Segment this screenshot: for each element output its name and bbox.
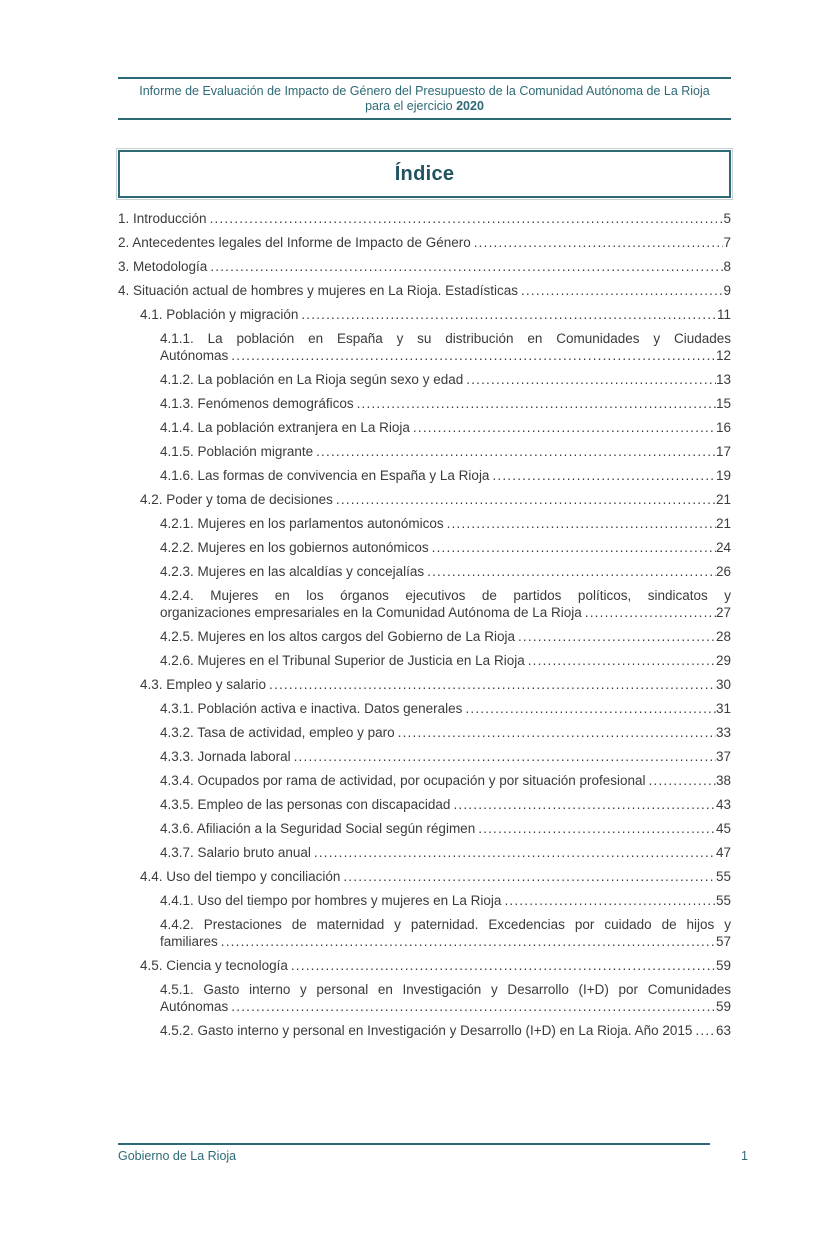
toc-page-number: 37 (715, 749, 731, 764)
toc-entry-text: 4.3.2. Tasa de actividad, empleo y paro (160, 725, 395, 740)
toc-leader-dots (210, 258, 723, 275)
footer-org-name: Gobierno de La Rioja (118, 1149, 237, 1163)
toc-entry (118, 491, 731, 508)
toc-entry-text: 4.1.6. Las formas de convivencia en España y La Rioja (160, 468, 490, 483)
toc-leader-dots (269, 676, 716, 693)
toc-page-number: 33 (715, 725, 731, 740)
toc-entry-text: 4.1. Población y migración (140, 307, 299, 322)
index-title-box (118, 150, 731, 198)
toc-entry (118, 772, 731, 789)
toc-entry (118, 957, 731, 974)
toc-entry (118, 700, 731, 717)
toc-entry (118, 563, 731, 580)
toc-entry-text: 4.2.5. Mujeres en los altos cargos del Gobierno de La Rioja (160, 629, 515, 644)
toc-entry (118, 844, 731, 861)
toc-page-number: 55 (715, 893, 731, 908)
document-footer (118, 1143, 748, 1163)
toc-entry (118, 443, 731, 460)
toc-leader-dots (585, 604, 716, 621)
toc-entry (118, 306, 731, 323)
toc-entry-text: 4.3. Empleo y salario (140, 677, 267, 692)
toc-page-number: 43 (715, 797, 731, 812)
toc-entry-text: 4.1.5. Población migrante (160, 444, 314, 459)
toc-leader-dots (521, 282, 724, 299)
header-year-prefix: para el ejercicio (365, 99, 457, 113)
toc-entry-text: 4.3.6. Afiliación a la Seguridad Social según régimen (160, 821, 476, 836)
toc-page-number: 47 (715, 845, 731, 860)
toc-leader-dots (301, 306, 717, 323)
toc-entry-text-line1: 4.4.2. Prestaciones de maternidad y paternidad. Excedencias por cuidado de hijos y (160, 917, 731, 932)
toc-entry-text: 4. Situación actual de hombres y mujeres en La Rioja. Estadísticas (118, 283, 518, 298)
toc-page-number: 28 (715, 629, 731, 644)
toc-page-number: 13 (715, 372, 731, 387)
toc-entry-text: 4.3.5. Empleo de las personas con discapacidad (160, 797, 451, 812)
toc-leader-dots (478, 820, 716, 837)
toc-entry (118, 628, 731, 645)
toc-entry-text: 4.2. Poder y toma de decisiones (140, 492, 333, 507)
toc-entry (118, 676, 731, 693)
toc-entry-text: 1. Introducción (118, 211, 207, 226)
toc-entry-text-line1: 4.5.1. Gasto interno y personal en Investigación y Desarrollo (I+D) por Comunidades (160, 982, 731, 997)
toc-page-number: 16 (715, 420, 731, 435)
toc-entry-text: 4.2.6. Mujeres en el Tribunal Superior de Justicia en La Rioja (160, 653, 525, 668)
toc-entry (118, 652, 731, 669)
toc-entry-text: 4.3.3. Jornada laboral (160, 749, 291, 764)
toc-leader-dots (427, 563, 716, 580)
toc-leader-dots (465, 700, 716, 717)
toc-page-number: 15 (715, 396, 731, 411)
toc-page-number: 63 (715, 1023, 731, 1038)
toc-page-number: 27 (715, 605, 731, 620)
toc-entry (118, 234, 731, 251)
toc-leader-dots (695, 1022, 716, 1039)
toc-entry-text: familiares (160, 934, 218, 949)
toc-entry-text: 4.2.2. Mujeres en los gobiernos autonómicos (160, 540, 429, 555)
toc-entry (118, 539, 731, 556)
toc-page-number: 59 (715, 999, 731, 1014)
toc-entry (118, 330, 731, 364)
toc-leader-dots (343, 868, 716, 885)
toc-page-number: 29 (715, 653, 731, 668)
toc-leader-dots (210, 210, 724, 227)
toc-entry-text: organizaciones empresariales en la Comunidad Autónoma de La Rioja (160, 605, 582, 620)
toc-leader-dots (649, 772, 716, 789)
toc-leader-dots (466, 371, 716, 388)
toc-entry (118, 587, 731, 621)
toc-page-number: 5 (723, 211, 731, 226)
footer-rule (118, 1143, 710, 1145)
toc-leader-dots (221, 933, 716, 950)
toc-page-number: 8 (723, 259, 731, 274)
table-of-contents (118, 210, 731, 1039)
toc-page-number: 21 (715, 492, 731, 507)
toc-page-number: 9 (723, 283, 731, 298)
header-title-line1: Informe de Evaluación de Impacto de Género del Presupuesto de la Comunidad Autónoma de La Rioja (139, 84, 710, 98)
toc-leader-dots (504, 892, 716, 909)
toc-entry-text: 4.4.1. Uso del tiempo por hombres y mujeres en La Rioja (160, 893, 502, 908)
toc-leader-dots (314, 844, 716, 861)
toc-leader-dots (231, 347, 716, 364)
toc-leader-dots (528, 652, 716, 669)
toc-page-number: 55 (715, 869, 731, 884)
toc-entry (118, 395, 731, 412)
toc-page-number: 19 (715, 468, 731, 483)
toc-leader-dots (316, 443, 716, 460)
toc-entry-text: 3. Metodología (118, 259, 208, 274)
toc-leader-dots (474, 234, 724, 251)
toc-page-number: 24 (715, 540, 731, 555)
toc-entry (118, 796, 731, 813)
toc-leader-dots (336, 491, 716, 508)
header-title-line2 (118, 99, 731, 114)
toc-leader-dots (231, 998, 716, 1015)
toc-entry (118, 515, 731, 532)
toc-entry (118, 371, 731, 388)
toc-page-number: 12 (715, 348, 731, 363)
toc-entry-text: 4.5. Ciencia y tecnología (140, 958, 288, 973)
toc-entry-text: 4.3.4. Ocupados por rama de actividad, por ocupación y por situación profesional (160, 773, 646, 788)
toc-entry-text: 4.3.1. Población activa e inactiva. Datos generales (160, 701, 463, 716)
toc-page-number: 7 (723, 235, 731, 250)
toc-entry-text: 4.2.1. Mujeres en los parlamentos autonómicos (160, 516, 444, 531)
toc-entry (118, 724, 731, 741)
toc-leader-dots (518, 628, 716, 645)
toc-leader-dots (447, 515, 716, 532)
toc-page-number: 11 (716, 307, 731, 322)
toc-page-number: 45 (715, 821, 731, 836)
toc-leader-dots (294, 748, 716, 765)
toc-entry-text-line1: 4.1.1. La población en España y su distribución en Comunidades y Ciudades (160, 331, 731, 346)
toc-entry (118, 892, 731, 909)
toc-entry (118, 258, 731, 275)
toc-page-number: 26 (715, 564, 731, 579)
footer-page-number: 1 (741, 1149, 748, 1163)
toc-entry-text: 4.1.4. La población extranjera en La Rioja (160, 420, 410, 435)
toc-entry-text: 4.1.3. Fenómenos demográficos (160, 396, 354, 411)
toc-page-number: 38 (715, 773, 731, 788)
toc-leader-dots (432, 539, 716, 556)
toc-page-number: 21 (715, 516, 731, 531)
toc-leader-dots (413, 419, 716, 436)
toc-entry-text: 4.3.7. Salario bruto anual (160, 845, 311, 860)
toc-entry (118, 868, 731, 885)
toc-leader-dots (398, 724, 716, 741)
toc-entry-text: Autónomas (160, 999, 229, 1014)
toc-leader-dots (492, 467, 716, 484)
toc-page-number: 17 (715, 444, 731, 459)
toc-entry (118, 1022, 731, 1039)
toc-entry-text: 4.2.3. Mujeres en las alcaldías y concejalías (160, 564, 425, 579)
toc-entry-text: 4.4. Uso del tiempo y conciliación (140, 869, 341, 884)
index-title: Índice (394, 162, 455, 185)
toc-page-number: 31 (715, 701, 731, 716)
toc-leader-dots (357, 395, 716, 412)
toc-leader-dots (291, 957, 716, 974)
toc-entry-text: 4.1.2. La población en La Rioja según sexo y edad (160, 372, 464, 387)
toc-leader-dots (453, 796, 716, 813)
toc-entry-text: Autónomas (160, 348, 229, 363)
toc-entry (118, 419, 731, 436)
document-header (118, 77, 731, 120)
toc-page-number: 57 (715, 934, 731, 949)
document-page (0, 77, 826, 1246)
toc-entry-text: 2. Antecedentes legales del Informe de Impacto de Género (118, 235, 471, 250)
toc-page-number: 59 (715, 958, 731, 973)
toc-entry (118, 210, 731, 227)
toc-entry (118, 282, 731, 299)
toc-entry (118, 981, 731, 1015)
toc-page-number: 30 (715, 677, 731, 692)
toc-entry-text: 4.5.2. Gasto interno y personal en Investigación y Desarrollo (I+D) en La Rioja. Año 2015 (160, 1023, 693, 1038)
toc-entry (118, 820, 731, 837)
toc-entry-text-line1: 4.2.4. Mujeres en los órganos ejecutivos de partidos políticos, sindicatos y (160, 588, 731, 603)
header-year: 2020 (456, 99, 484, 113)
toc-entry (118, 916, 731, 950)
toc-entry (118, 748, 731, 765)
toc-entry (118, 467, 731, 484)
